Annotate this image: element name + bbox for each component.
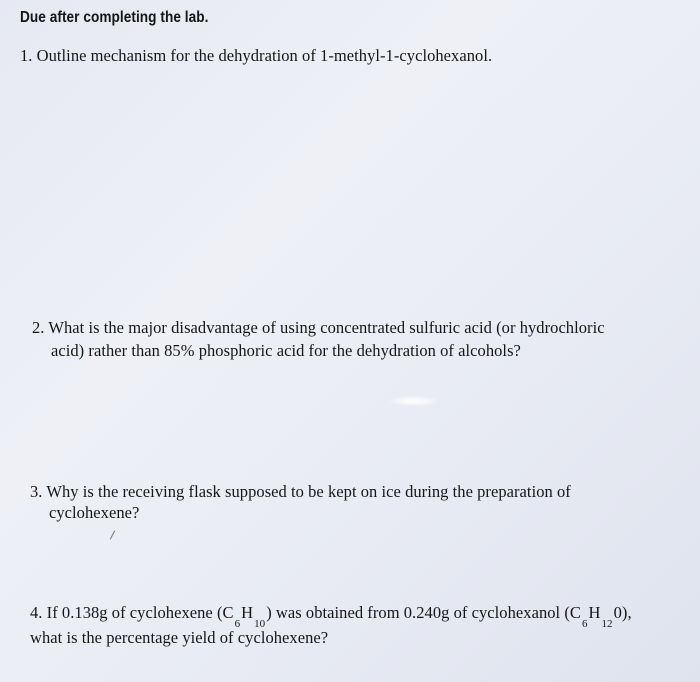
question-4-line-1: [30, 603, 632, 630]
question-2-line-2: acid) rather than 85% phosphoric acid for the dehydration of alcohols?: [51, 341, 521, 360]
question-3-line-2: cyclohexene?: [49, 503, 140, 522]
q4-suffix: 0),: [613, 603, 632, 622]
pencil-mark: [110, 530, 116, 539]
q4-h: H: [241, 603, 254, 622]
question-2-line-1: 2. What is the major disadvantage of using concentrated sulfuric acid (or hydrochloric: [32, 318, 605, 337]
question-1-line-1: 1. Outline mechanism for the dehydration of 1-methyl-1-cyclohexanol.: [20, 46, 493, 65]
q4-middle: ) was obtained from 0.240g of cyclohexanol (C: [266, 603, 581, 622]
q4-h-b: H: [588, 603, 601, 622]
question-4-line-2: what is the percentage yield of cyclohexene?: [30, 628, 329, 647]
q4-subscript-c6: 6: [234, 618, 241, 630]
q4-prefix: 4. If 0.138g of cyclohexene (C: [30, 603, 234, 622]
page-header: Due after completing the lab.: [20, 9, 209, 26]
q4-subscript-h12: 12: [601, 618, 613, 630]
q4-subscript-h10: 10: [254, 618, 266, 630]
light-glare: [390, 396, 438, 406]
q4-subscript-c6-b: 6: [581, 618, 588, 630]
question-3-line-1: 3. Why is the receiving flask supposed to be kept on ice during the preparation of: [30, 482, 571, 501]
